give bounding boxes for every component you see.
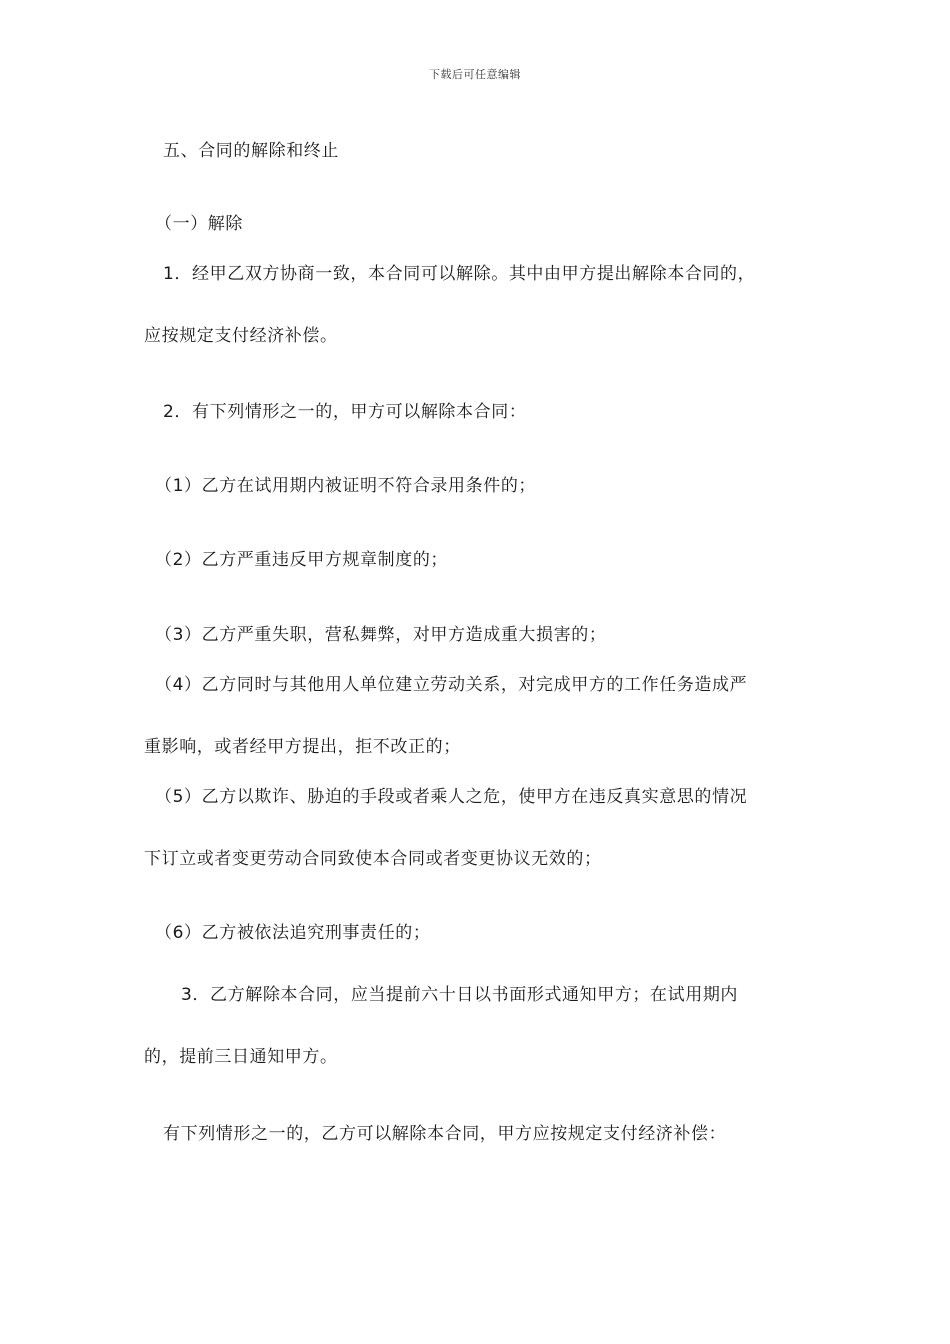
list-item-3: （3）乙方严重失职，营私舞弊，对甲方造成重大损害的；	[155, 625, 607, 645]
page-header: 下载后可任意编辑	[429, 68, 521, 81]
section-title: 五、合同的解除和终止	[163, 141, 339, 161]
list-item-5-line-1: （5）乙方以欺诈、胁迫的手段或者乘人之危，使甲方在违反真实意思的情况	[155, 787, 748, 807]
paragraph-4: 有下列情形之一的，乙方可以解除本合同，甲方应按规定支付经济补偿：	[163, 1124, 727, 1144]
paragraph-3-line-2: 的，提前三日通知甲方。	[144, 1047, 338, 1067]
paragraph-1-line-1: 1．经甲乙双方协商一致，本合同可以解除。其中由甲方提出解除本合同的，	[163, 264, 756, 284]
list-item-6: （6）乙方被依法追究刑事责任的；	[155, 923, 431, 943]
list-item-4-line-2: 重影响，或者经甲方提出，拒不改正的；	[144, 737, 461, 757]
paragraph-3-line-1: 3．乙方解除本合同，应当提前六十日以书面形式通知甲方；在试用期内	[181, 985, 739, 1005]
paragraph-1-line-2: 应按规定支付经济补偿。	[144, 326, 338, 346]
list-item-4-line-1: （4）乙方同时与其他用人单位建立劳动关系，对完成甲方的工作任务造成严	[155, 675, 748, 695]
subsection-title: （一）解除	[155, 214, 243, 234]
list-item-1: （1）乙方在试用期内被证明不符合录用条件的；	[155, 476, 537, 496]
list-item-5-line-2: 下订立或者变更劳动合同致使本合同或者变更协议无效的；	[144, 849, 602, 869]
paragraph-2-intro: 2．有下列情形之一的，甲方可以解除本合同：	[163, 402, 527, 422]
list-item-2: （2）乙方严重违反甲方规章制度的；	[155, 550, 449, 570]
